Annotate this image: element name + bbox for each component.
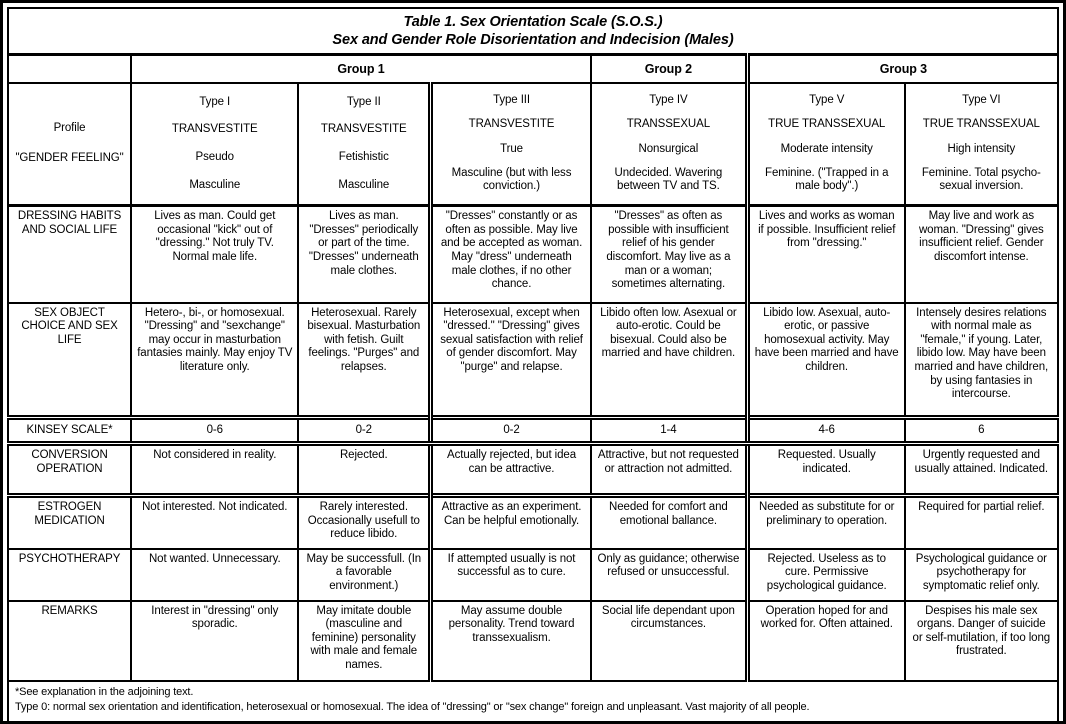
profile-cell-type6: [905, 83, 1058, 206]
row-label-estrogen-medication: ESTROGEN MEDICATION: [8, 496, 131, 549]
table-cell: Not interested. Not indicated.: [131, 496, 298, 549]
table-cell: 0-6: [131, 418, 298, 444]
profile-cell-type1: [131, 83, 298, 206]
type-variant: True: [500, 142, 523, 155]
table-cell: "Dresses" as often as possible with insufficient relief of his gender discomfort. May live as a man or a woman; sometimes alternating.: [591, 206, 747, 303]
type-feeling: Masculine: [189, 178, 241, 191]
profile-cell-type4: [591, 83, 747, 206]
type-variant: Moderate intensity: [780, 142, 873, 155]
table-cell: 1-4: [591, 418, 747, 444]
type-variant: Nonsurgical: [638, 142, 699, 155]
group-1-header: Group 1: [131, 55, 591, 83]
table-cell: May be successfull. (In a favorable environment.): [298, 549, 430, 601]
profile-cell-type5: [747, 83, 904, 206]
type-number: Type II: [346, 95, 381, 108]
table-cell: Requested. Usually indicated.: [747, 444, 904, 496]
table-cell: Intensely desires relations with normal male as "female," if young. Later, libido low. May have been married and have children, by using fantasies in intercourse.: [905, 303, 1058, 418]
type-name: TRANSVESTITE: [320, 123, 407, 136]
dressing-habits-row: [8, 206, 1058, 303]
table-cell: 0-2: [298, 418, 430, 444]
profile-cell-type3: [431, 83, 591, 206]
footnote-asterisk: *See explanation in the adjoining text.: [15, 685, 194, 698]
title-row: [8, 8, 1058, 55]
table-cell: Psychological guidance or psychotherapy for symptomatic relief only.: [905, 549, 1058, 601]
type-variant: High intensity: [947, 142, 1016, 155]
table-cell: Rejected.: [298, 444, 430, 496]
group-3-header: Group 3: [747, 55, 1058, 83]
table-cell: Libido often low. Asexual or auto-erotic. Could be bisexual. Could also be married and have children.: [591, 303, 747, 418]
type-feeling: Undecided. Wavering between TV and TS.: [614, 166, 723, 193]
table-cell: Attractive, but not requested or attraction not admitted.: [591, 444, 747, 496]
profile-label-line2: "GENDER FEELING": [15, 152, 124, 164]
table-cell: Actually rejected, but idea can be attractive.: [431, 444, 591, 496]
table-cell: Lives and works as woman if possible. Insufficient relief from "dressing.": [747, 206, 904, 303]
type-feeling: Feminine. ("Trapped in a male body".): [765, 166, 889, 193]
table-cell: Not considered in reality.: [131, 444, 298, 496]
table-cell: Lives as man. "Dresses" periodically or part of the time. "Dresses" underneath male clothes.: [298, 206, 430, 303]
table-cell: Hetero-, bi-, or homosexual. "Dressing" and "sexchange" may occur in masturbation fantasies mainly. May enjoy TV literature only.: [131, 303, 298, 418]
row-label-dressing-habits: DRESSING HABITS AND SOCIAL LIFE: [8, 206, 131, 303]
kinsey-scale-row: [8, 418, 1058, 444]
type-feeling: Masculine (but with less conviction.): [451, 166, 572, 193]
remarks-row: [8, 601, 1058, 681]
table-cell: Heterosexual. Rarely bisexual. Masturbation with fetish. Guilt feelings. "Purges" and relapses.: [298, 303, 430, 418]
table-cell: Rejected. Useless as to cure. Permissive psychological guidance.: [747, 549, 904, 601]
table-title: [8, 8, 1058, 55]
group-header-empty-cell: [8, 55, 131, 83]
table-cell: Only as guidance; otherwise refused or unsuccessful.: [591, 549, 747, 601]
row-label-conversion-operation: CONVERSION OPERATION: [8, 444, 131, 496]
table-cell: Required for partial relief.: [905, 496, 1058, 549]
type-variant: Fetishistic: [338, 151, 389, 164]
profile-label-line1: Profile: [53, 122, 86, 135]
table-cell: Attractive as an experiment. Can be helpful emotionally.: [431, 496, 591, 549]
table-cell: "Dresses" constantly or as often as possible. May live and be accepted as woman. May "dress" underneath male clothes, if no other chance.: [431, 206, 591, 303]
footnote-row: [8, 681, 1058, 723]
group-header-row: [8, 55, 1058, 83]
row-label-kinsey-scale: KINSEY SCALE*: [8, 418, 131, 444]
row-label-psychotherapy: PSYCHOTHERAPY: [8, 549, 131, 601]
row-label-sex-object: SEX OBJECT CHOICE AND SEX LIFE: [8, 303, 131, 418]
footnote-type0: Type 0: normal sex orientation and identification, heterosexual or homosexual. The idea of "dressing" or "sex change" foreign and unpleasant. Vast majority of all people.: [15, 700, 810, 713]
type-number: Type IV: [649, 94, 688, 107]
estrogen-medication-row: [8, 496, 1058, 549]
type-number: Type III: [493, 94, 530, 107]
table-cell: Social life dependant upon circumstances.: [591, 601, 747, 681]
table-cell: May live and work as woman. "Dressing" gives insufficient relief. Gender discomfort intense.: [905, 206, 1058, 303]
table-cell: 0-2: [431, 418, 591, 444]
table-cell: Despises his male sex organs. Danger of suicide or self-mutilation, if too long frustrated.: [905, 601, 1058, 681]
type-number: Type VI: [962, 94, 1001, 107]
table-cell: Operation hoped for and worked for. Often attained.: [747, 601, 904, 681]
type-name: TRUE TRANSSEXUAL: [768, 118, 886, 131]
table-cell: Heterosexual, except when "dressed." "Dressing" gives sexual satisfaction with relief of gender discomfort. May "purge" and relapse.: [431, 303, 591, 418]
table-cell: Libido low. Asexual, auto-erotic, or passive homosexual activity. May have been married and have children.: [747, 303, 904, 418]
row-label-profile: [8, 83, 131, 206]
profile-row: [8, 83, 1058, 206]
group-2-header: Group 2: [591, 55, 747, 83]
type-feeling: Feminine. Total psycho-sexual inversion.: [921, 166, 1041, 193]
sos-table: [7, 7, 1059, 724]
type-number: Type V: [809, 94, 845, 107]
conversion-operation-row: [8, 444, 1058, 496]
type-name: TRANSSEXUAL: [626, 118, 710, 131]
table-cell: Rarely interested. Occasionally usefull to reduce libido.: [298, 496, 430, 549]
table-cell: May imitate double (masculine and feminine) personality with male and female names.: [298, 601, 430, 681]
type-name: TRANSVESTITE: [468, 118, 555, 131]
type-name: TRANSVESTITE: [171, 123, 258, 136]
table-title-line2: Sex and Gender Role Disorientation and Indecision (Males): [332, 32, 734, 49]
type-feeling: Masculine: [338, 178, 390, 191]
table-cell: Not wanted. Unnecessary.: [131, 549, 298, 601]
table-cell: 6: [905, 418, 1058, 444]
table-cell: If attempted usually is not successful as to cure.: [431, 549, 591, 601]
type-number: Type I: [199, 95, 231, 108]
table-cell: Interest in "dressing" only sporadic.: [131, 601, 298, 681]
type-name: TRUE TRANSSEXUAL: [922, 118, 1040, 131]
profile-cell-type2: [298, 83, 430, 206]
table-cell: Urgently requested and usually attained. Indicated.: [905, 444, 1058, 496]
table-cell: 4-6: [747, 418, 904, 444]
sex-object-row: [8, 303, 1058, 418]
table-cell: Needed for comfort and emotional ballance.: [591, 496, 747, 549]
row-label-remarks: REMARKS: [8, 601, 131, 681]
type-variant: Pseudo: [195, 151, 234, 164]
psychotherapy-row: [8, 549, 1058, 601]
table-cell: May assume double personality. Trend toward transsexualism.: [431, 601, 591, 681]
table-title-line1: Table 1. Sex Orientation Scale (S.O.S.): [403, 14, 663, 30]
table-cell: Needed as substitute for or preliminary to operation.: [747, 496, 904, 549]
table-cell: Lives as man. Could get occasional "kick" out of "dressing." Not truly TV. Normal male life.: [131, 206, 298, 303]
footnotes: [8, 681, 1058, 723]
